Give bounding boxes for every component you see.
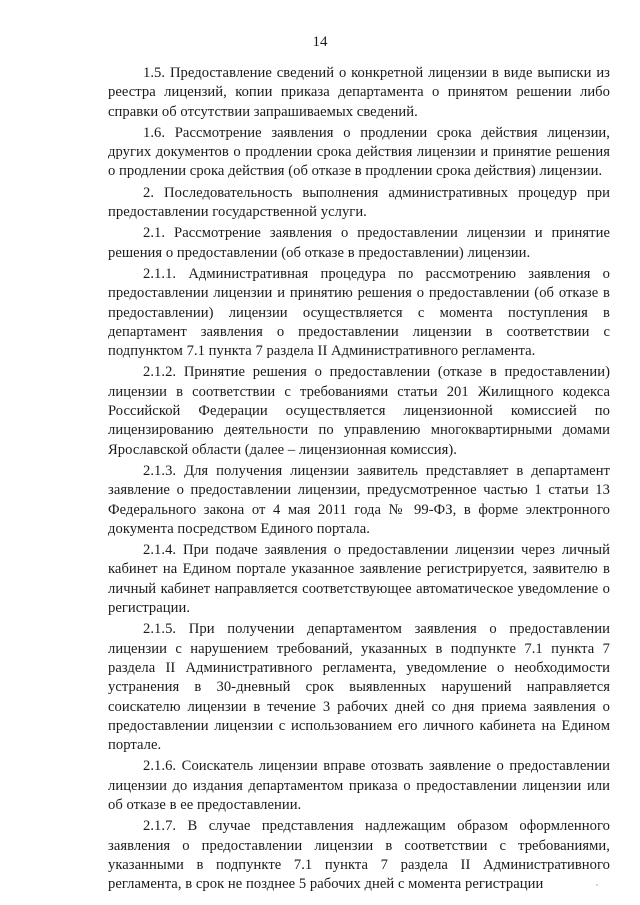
paragraph-2-1: 2.1. Рассмотрение заявления о предоставлении лицензии и принятие решения о предоставлении (об отказе в предоставлении) лицензии. bbox=[108, 225, 610, 261]
paragraph-2-1-4: 2.1.4. При подаче заявления о предоставлении лицензии через личный кабинет на Едином портале указанное заявление регистрируется, заявителю в личный кабинет направляется соответствующее автоматическое уведомление о регистрации. bbox=[108, 542, 610, 617]
scan-speck bbox=[596, 884, 598, 886]
paragraph-1-6: 1.6. Рассмотрение заявления о продлении срока действия лицензии, других документов о продлении срока действия лицензии и принятие решения о продлении срока действия (об отказе в продлении срока действия) лицензии. bbox=[108, 124, 610, 180]
paragraph-2-1-2: 2.1.2. Принятие решения о предоставлении (отказе в предоставлении) лицензии в соответствии с требованиями статьи 201 Жилищного кодекса Российской Федерации осуществляется лицензионной комиссией по лицензированию деятельности по управлению многоквартирными домами Ярославской области (далее – лицензионная комиссия). bbox=[108, 364, 610, 458]
paragraph-2-1-1: 2.1.1. Административная процедура по рассмотрению заявления о предоставлении лицензии и принятию решения о предоставлении (об отказе в предоставлении) лицензии осуществляется с момента поступления в департамент заявления о предоставлении лицензии в соответствии с подпунктом 7.1 пункта 7 раздела II Административного регламента. bbox=[108, 265, 610, 360]
paragraph-2-1-7: 2.1.7. В случае представления надлежащим образом оформленного заявления о предоставлении лицензии в соответствии с требованиями, указанными в подпункте 7.1 пункта 7 раздела II Административного регламента, в срок не позднее 5 рабочих дней с момента регистрации bbox=[108, 818, 610, 893]
paragraph-2: 2. Последовательность выполнения административных процедур при предоставлении государственной услуги. bbox=[108, 184, 610, 221]
page-number: 14 bbox=[312, 34, 328, 50]
document-body bbox=[108, 64, 610, 896]
paragraph-2-1-3: 2.1.3. Для получения лицензии заявитель представляет в департамент заявление о предоставлении лицензии, предусмотренное частью 1 статьи 13 Федерального закона от 4 мая 2011 года № 99-ФЗ, в форме электронного документа посредством Единого портала. bbox=[108, 462, 610, 537]
paragraph-1-5: 1.5. Предоставление сведений о конкретной лицензии в виде выписки из реестра лицензий, копии приказа департамента о принятом решении либо справки об отсутствии запрашиваемых сведений. bbox=[108, 65, 610, 120]
paragraph-2-1-5: 2.1.5. При получении департаментом заявления о предоставлении лицензии с нарушением требований, указанных в подпункте 7.1 пункта 7 раздела II Административного регламента, уведомление о необходимости устранения в 30-дневный срок выявленных нарушений направляется соискателю лицензии в течение 3 рабочих дней со дня приема заявления о предоставлении лицензии с использованием его личного кабинета на Едином портале. bbox=[108, 621, 610, 754]
paragraph-2-1-6: 2.1.6. Соискатель лицензии вправе отозвать заявление о предоставлении лицензии до издания департаментом приказа о предоставлении лицензии или об отказе в ее предоставлении. bbox=[108, 758, 610, 813]
